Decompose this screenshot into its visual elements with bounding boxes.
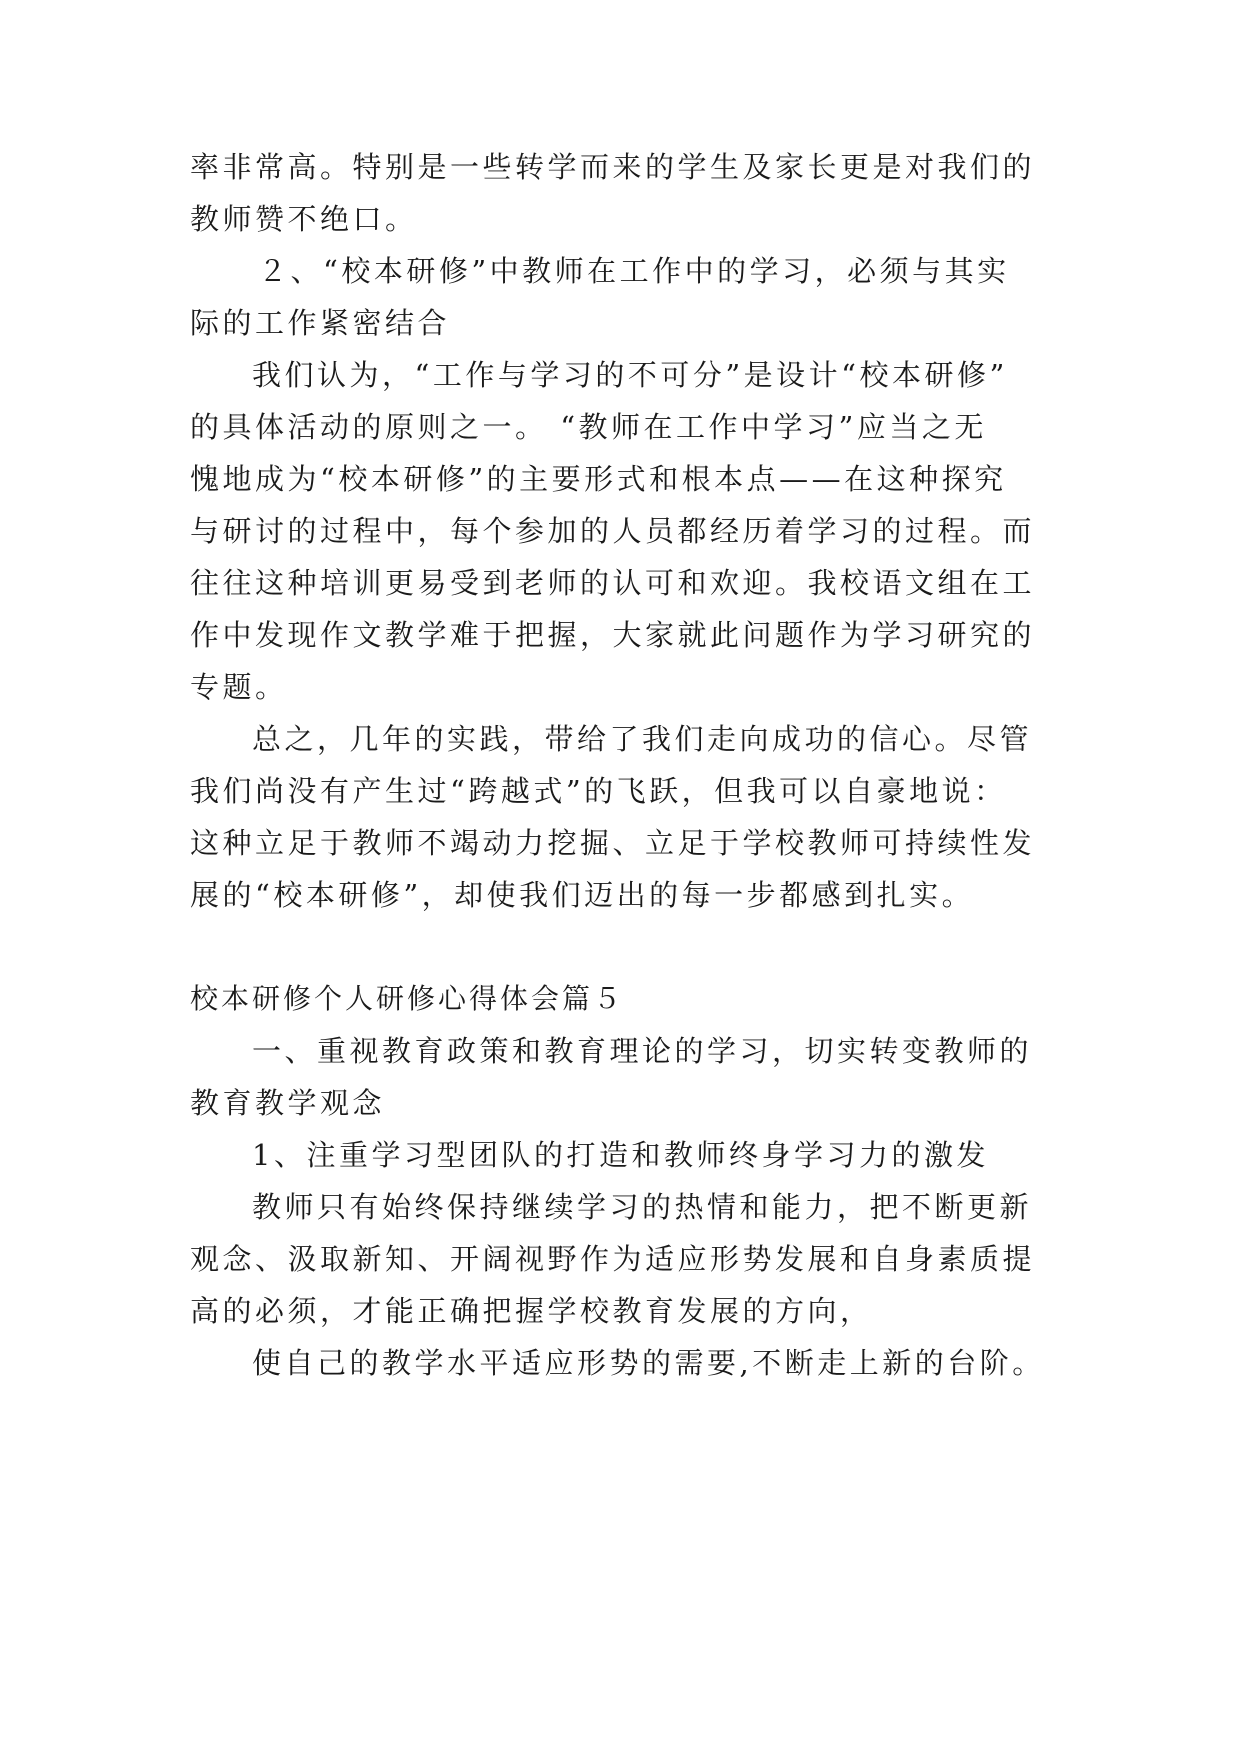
paragraph-line: 与研讨的过程中，每个参加的人员都经历着学习的过程。而 <box>190 514 1036 548</box>
section-title: 校本研修个人研修心得体会篇５ <box>190 982 625 1015</box>
paragraph-line: 我们认为，“工作与学习的不可分”是设计“校本研修” <box>252 358 1008 392</box>
paragraph-line: 往往这种培训更易受到老师的认可和欢迎。我校语文组在工 <box>190 566 1036 600</box>
paragraph-line: 教育教学观念 <box>190 1086 386 1120</box>
paragraph-line: 愧地成为“校本研修”的主要形式和根本点——在这种探究 <box>190 462 1007 496</box>
paragraph-line: 专题。 <box>190 670 288 704</box>
paragraph-line: 教师只有始终保持继续学习的热情和能力，把不断更新 <box>252 1190 1033 1224</box>
paragraph-line: 使自己的教学水平适应形势的需要,不断走上新的台阶。 <box>252 1346 1045 1380</box>
paragraph-line: 展的“校本研修”，却使我们迈出的每一步都感到扎实。 <box>190 878 975 912</box>
paragraph-line: 教师赞不绝口。 <box>190 202 418 236</box>
paragraph-line: ２、“校本研修”中教师在工作中的学习，必须与其实 <box>258 254 1010 288</box>
paragraph-line: 作中发现作文教学难于把握，大家就此问题作为学习研究的 <box>190 618 1036 652</box>
paragraph-line: 1、注重学习型团队的打造和教师终身学习力的激发 <box>252 1138 989 1172</box>
paragraph-line: 高的必须，才能正确把握学校教育发展的方向， <box>190 1294 873 1328</box>
paragraph-line: 一、重视教育政策和教育理论的学习，切实转变教师的 <box>252 1034 1033 1068</box>
paragraph-line: 观念、汲取新知、开阔视野作为适应形势发展和自身素质提 <box>190 1242 1036 1276</box>
paragraph-line: 这种立足于教师不竭动力挖掘、立足于学校教师可持续性发 <box>190 826 1036 860</box>
paragraph-line: 际的工作紧密结合 <box>190 306 451 340</box>
paragraph-line: 我们尚没有产生过“跨越式”的飞跃，但我可以自豪地说： <box>190 774 1007 808</box>
paragraph-line: 率非常高。特别是一些转学而来的学生及家长更是对我们的 <box>190 150 1036 184</box>
paragraph-line: 的具体活动的原则之一。 “教师在工作中学习”应当之无 <box>190 410 987 444</box>
paragraph-line: 总之，几年的实践，带给了我们走向成功的信心。尽管 <box>252 722 1033 756</box>
